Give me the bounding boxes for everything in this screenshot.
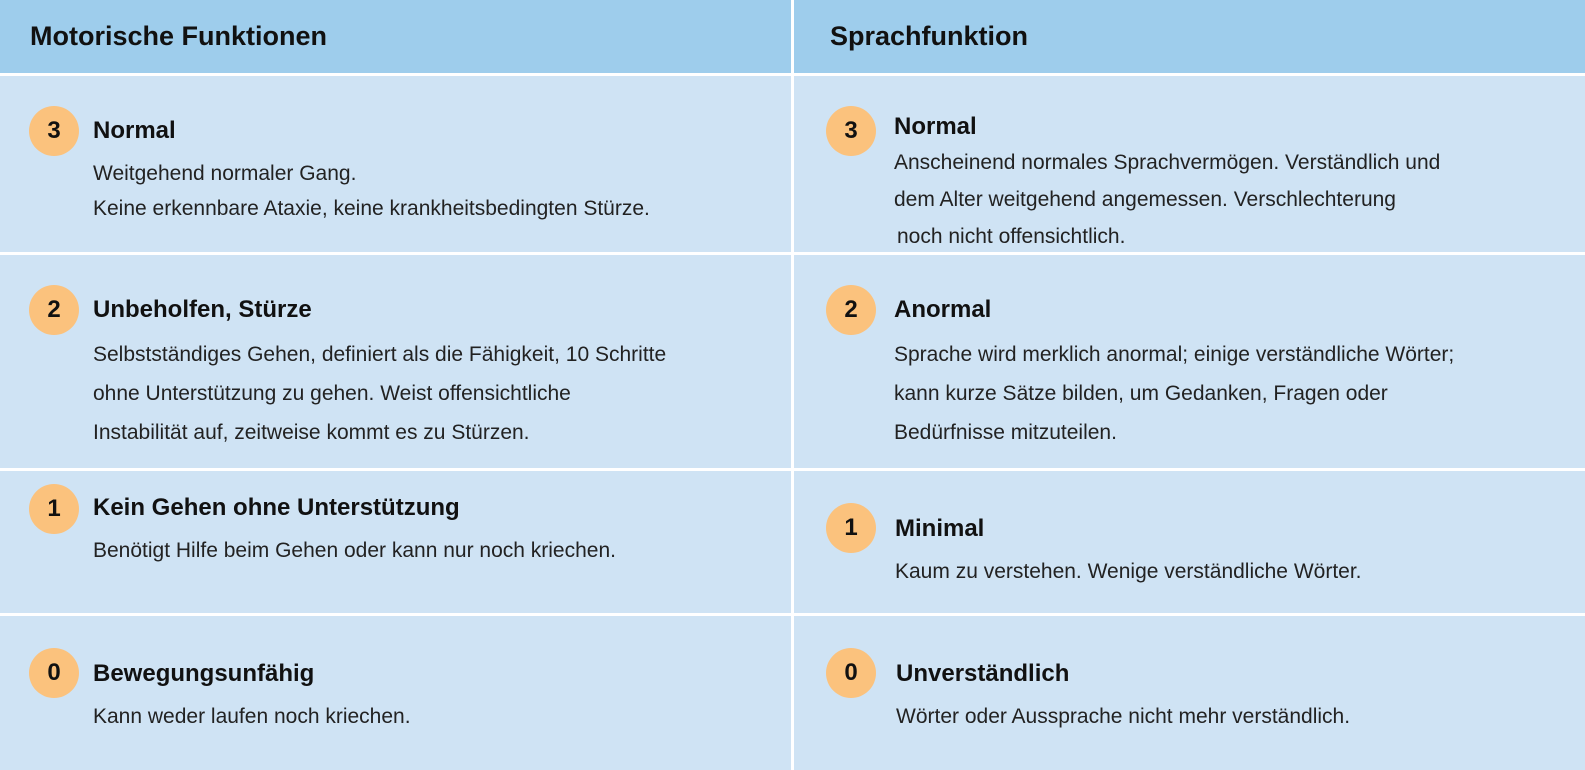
level-title: Unbeholfen, Stürze [93, 296, 312, 323]
score-badge: 3 [29, 106, 79, 156]
description-line: dem Alter weitgehend angemessen. Verschlechterung [894, 188, 1396, 211]
description-line: Keine erkennbare Ataxie, keine krankheitsbedingten Stürze. [93, 197, 650, 220]
level-title: Anormal [894, 296, 992, 323]
description-line: noch nicht offensichtlich. [897, 225, 1126, 248]
description-line: Sprache wird merklich anormal; einige verständliche Wörter; [894, 343, 1455, 366]
level-description [93, 699, 771, 734]
description-line: kann kurze Sätze bilden, um Gedanken, Fragen oder [894, 382, 1388, 405]
description-line: Bedürfnisse mitzuteilen. [894, 421, 1117, 444]
level-description [894, 144, 1568, 255]
description-line: Selbstständiges Gehen, definiert als die Fähigkeit, 10 Schritte [93, 343, 667, 366]
description-line: Kann weder laufen noch kriechen. [93, 705, 411, 728]
level-title: Normal [894, 113, 977, 140]
motor-row-score-2 [0, 255, 791, 471]
level-description [93, 156, 771, 226]
description-line: Weitgehend normaler Gang. [93, 162, 357, 185]
level-description [93, 335, 771, 452]
description-line: Instabilität auf, zeitweise kommt es zu Stürzen. [93, 421, 530, 444]
speech-row-score-3 [794, 76, 1585, 255]
level-title: Minimal [895, 515, 985, 542]
level-description [894, 335, 1568, 452]
level-description [896, 699, 1568, 734]
score-badge: 0 [826, 648, 876, 698]
speech-row-score-0 [794, 616, 1585, 770]
score-badge: 1 [29, 484, 79, 534]
motor-row-score-0 [0, 616, 791, 770]
score-badge: 3 [826, 106, 876, 156]
level-title: Normal [93, 117, 176, 144]
level-title: Kein Gehen ohne Unterstützung [93, 494, 460, 521]
description-line: Kaum zu verstehen. Wenige verständliche Wörter. [895, 560, 1362, 583]
speech-row-score-2 [794, 255, 1585, 471]
level-description [93, 533, 771, 568]
motor-row-score-1 [0, 471, 791, 616]
score-badge: 2 [29, 285, 79, 335]
score-badge: 0 [29, 648, 79, 698]
speech-row-score-1 [794, 471, 1585, 616]
description-line: Wörter oder Aussprache nicht mehr verständlich. [896, 705, 1351, 728]
description-line: ohne Unterstützung zu gehen. Weist offensichtliche [93, 382, 571, 405]
description-line: Benötigt Hilfe beim Gehen oder kann nur noch kriechen. [93, 539, 616, 562]
header-motor-functions: Motorische Funktionen [0, 0, 791, 76]
score-badge: 2 [826, 285, 876, 335]
description-line: Anscheinend normales Sprachvermögen. Verständlich und [894, 151, 1441, 174]
level-description [895, 554, 1568, 589]
motor-row-score-3 [0, 76, 791, 255]
level-title: Bewegungsunfähig [93, 660, 315, 687]
level-title: Unverständlich [896, 660, 1070, 687]
header-speech-function: Sprachfunktion [794, 0, 1585, 76]
score-badge: 1 [826, 503, 876, 553]
